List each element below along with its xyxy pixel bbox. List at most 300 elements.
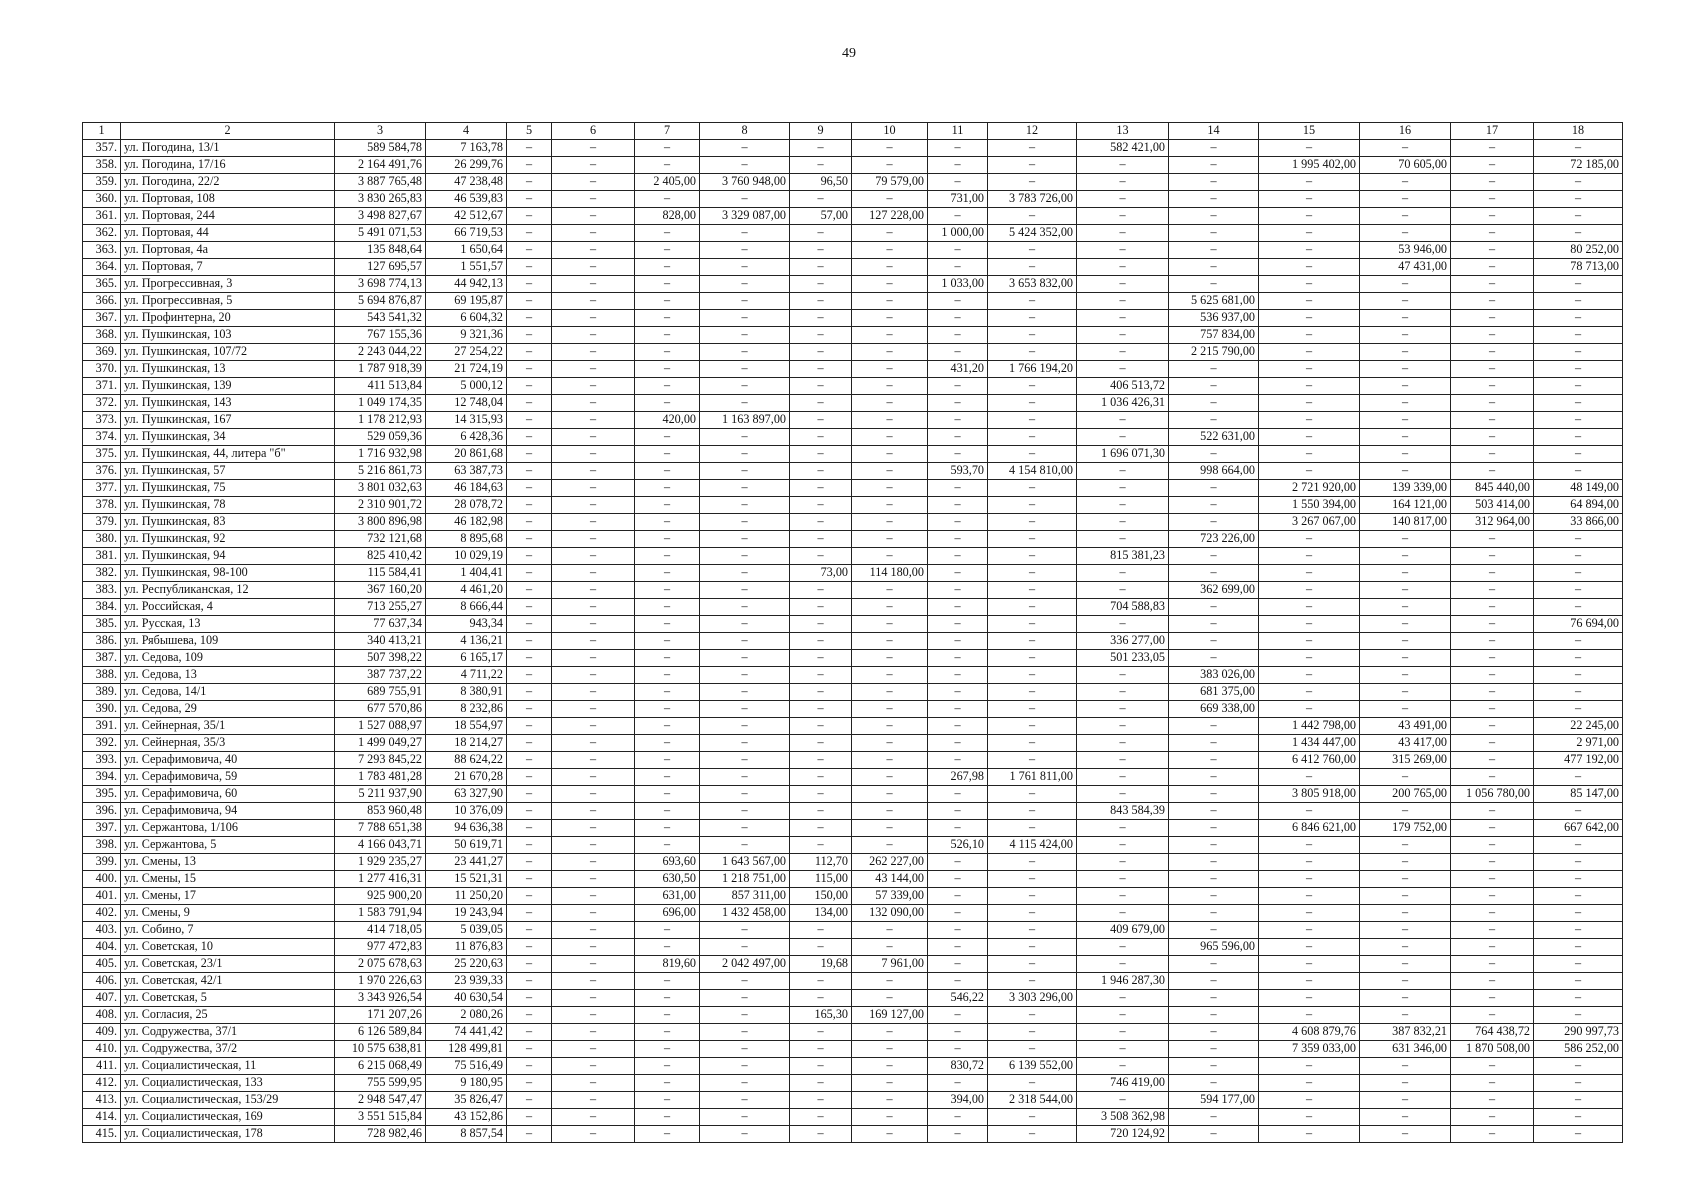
value-cell: – (988, 497, 1077, 514)
value-cell: – (1534, 1126, 1623, 1143)
column-header: 17 (1451, 123, 1534, 140)
value-cell: – (1077, 735, 1169, 752)
column-header: 12 (988, 123, 1077, 140)
value-cell: – (1451, 174, 1534, 191)
value-cell: – (928, 1024, 988, 1041)
value-cell: – (1169, 395, 1259, 412)
value-cell: – (700, 735, 790, 752)
value-cell: – (507, 701, 552, 718)
value-cell: – (635, 684, 700, 701)
value-cell: – (988, 344, 1077, 361)
value-cell: – (552, 259, 635, 276)
address-cell: ул. Пушкинская, 13 (121, 361, 335, 378)
value-cell: – (1259, 973, 1360, 990)
value-cell: – (635, 310, 700, 327)
value-cell: 115,00 (790, 871, 852, 888)
value-cell: 23 441,27 (426, 854, 507, 871)
value-cell: – (852, 412, 928, 429)
value-cell: 1 499 049,27 (335, 735, 426, 752)
value-cell: – (1451, 412, 1534, 429)
value-cell: – (552, 514, 635, 531)
value-cell: – (552, 803, 635, 820)
value-cell: – (852, 548, 928, 565)
value-cell: – (790, 412, 852, 429)
value-cell: – (700, 242, 790, 259)
row-number-cell: 398. (83, 837, 121, 854)
value-cell: 1 434 447,00 (1259, 735, 1360, 752)
value-cell: – (552, 208, 635, 225)
table-row (83, 531, 1623, 548)
value-cell: – (790, 1126, 852, 1143)
value-cell: 6 846 621,00 (1259, 820, 1360, 837)
row-number-cell: 395. (83, 786, 121, 803)
value-cell: 70 605,00 (1360, 157, 1451, 174)
address-cell: ул. Седова, 109 (121, 650, 335, 667)
value-cell: – (700, 463, 790, 480)
value-cell: – (1259, 548, 1360, 565)
address-cell: ул. Социалистическая, 11 (121, 1058, 335, 1075)
value-cell: 22 245,00 (1534, 718, 1623, 735)
value-cell: – (1259, 616, 1360, 633)
value-cell: – (790, 735, 852, 752)
row-number-cell: 361. (83, 208, 121, 225)
value-cell: 43 417,00 (1360, 735, 1451, 752)
value-cell: 501 233,05 (1077, 650, 1169, 667)
value-cell: 63 387,73 (426, 463, 507, 480)
value-cell: – (700, 718, 790, 735)
value-cell: 677 570,86 (335, 701, 426, 718)
value-cell: – (552, 820, 635, 837)
value-cell: – (1259, 599, 1360, 616)
value-cell: – (635, 1126, 700, 1143)
value-cell: – (1451, 888, 1534, 905)
value-cell: – (1451, 803, 1534, 820)
value-cell: – (1451, 582, 1534, 599)
value-cell: – (700, 990, 790, 1007)
value-cell: 179 752,00 (1360, 820, 1451, 837)
table-row (83, 208, 1623, 225)
value-cell: – (1451, 956, 1534, 973)
value-cell: – (552, 225, 635, 242)
value-cell: 33 866,00 (1534, 514, 1623, 531)
value-cell: 5 424 352,00 (988, 225, 1077, 242)
value-cell: – (700, 276, 790, 293)
value-cell: – (552, 650, 635, 667)
row-number-cell: 407. (83, 990, 121, 1007)
value-cell: – (507, 344, 552, 361)
value-cell: 4 461,20 (426, 582, 507, 599)
value-cell: – (1534, 633, 1623, 650)
row-number-cell: 363. (83, 242, 121, 259)
value-cell: – (988, 412, 1077, 429)
value-cell: – (1534, 310, 1623, 327)
value-cell: – (507, 650, 552, 667)
value-cell: – (1534, 344, 1623, 361)
value-cell: – (928, 701, 988, 718)
value-cell: – (1169, 973, 1259, 990)
address-cell: ул. Прогрессивная, 3 (121, 276, 335, 293)
value-cell: 6 604,32 (426, 310, 507, 327)
value-cell: – (928, 531, 988, 548)
row-number-cell: 387. (83, 650, 121, 667)
value-cell: 1 033,00 (928, 276, 988, 293)
value-cell: – (852, 599, 928, 616)
value-cell: – (988, 565, 1077, 582)
value-cell: – (700, 361, 790, 378)
value-cell: – (1259, 242, 1360, 259)
value-cell: – (988, 701, 1077, 718)
address-cell: ул. Социалистическая, 178 (121, 1126, 335, 1143)
row-number-cell: 397. (83, 820, 121, 837)
value-cell: – (507, 191, 552, 208)
value-cell: – (552, 1092, 635, 1109)
row-number-cell: 386. (83, 633, 121, 650)
value-cell: 477 192,00 (1534, 752, 1623, 769)
address-cell: ул. Сейнерная, 35/1 (121, 718, 335, 735)
value-cell: – (1259, 701, 1360, 718)
value-cell: – (552, 242, 635, 259)
value-cell: – (1451, 208, 1534, 225)
value-cell: 26 299,76 (426, 157, 507, 174)
table-row (83, 837, 1623, 854)
value-cell: – (928, 1041, 988, 1058)
value-cell: 112,70 (790, 854, 852, 871)
value-cell: – (1169, 565, 1259, 582)
table-row (83, 735, 1623, 752)
value-cell: – (552, 1041, 635, 1058)
value-cell: 943,34 (426, 616, 507, 633)
value-cell: 14 315,93 (426, 412, 507, 429)
column-header: 10 (852, 123, 928, 140)
value-cell: – (1451, 667, 1534, 684)
value-cell: – (1360, 565, 1451, 582)
value-cell: – (1259, 310, 1360, 327)
value-cell: – (1360, 412, 1451, 429)
value-cell: – (1259, 225, 1360, 242)
value-cell: 667 642,00 (1534, 820, 1623, 837)
address-cell: ул. Пушкинская, 143 (121, 395, 335, 412)
table-row (83, 718, 1623, 735)
value-cell: – (1259, 871, 1360, 888)
value-cell: – (635, 1058, 700, 1075)
value-cell: 819,60 (635, 956, 700, 973)
value-cell: – (507, 616, 552, 633)
value-cell: 8 895,68 (426, 531, 507, 548)
address-cell: ул. Содружества, 37/1 (121, 1024, 335, 1041)
column-header: 18 (1534, 123, 1623, 140)
value-cell: 3 698 774,13 (335, 276, 426, 293)
value-cell: – (1451, 837, 1534, 854)
value-cell: – (1360, 225, 1451, 242)
value-cell: – (1169, 1058, 1259, 1075)
value-cell: 2 405,00 (635, 174, 700, 191)
value-cell: – (507, 1109, 552, 1126)
row-number-cell: 414. (83, 1109, 121, 1126)
value-cell: – (928, 718, 988, 735)
table-row (83, 939, 1623, 956)
value-cell: – (928, 1075, 988, 1092)
value-cell: – (552, 327, 635, 344)
value-cell: – (1534, 803, 1623, 820)
value-cell: – (852, 1075, 928, 1092)
table-row (83, 1109, 1623, 1126)
value-cell: 1 716 932,98 (335, 446, 426, 463)
row-number-cell: 400. (83, 871, 121, 888)
value-cell: – (988, 820, 1077, 837)
value-cell: – (1360, 990, 1451, 1007)
value-cell: 164 121,00 (1360, 497, 1451, 514)
value-cell: 23 939,33 (426, 973, 507, 990)
value-cell: 5 211 937,90 (335, 786, 426, 803)
table-row (83, 480, 1623, 497)
value-cell: – (635, 259, 700, 276)
value-cell: – (507, 684, 552, 701)
value-cell: 857 311,00 (700, 888, 790, 905)
value-cell: – (507, 735, 552, 752)
value-cell: – (928, 854, 988, 871)
value-cell: – (635, 548, 700, 565)
value-cell: – (928, 1007, 988, 1024)
value-cell: – (790, 803, 852, 820)
value-cell: – (1360, 1109, 1451, 1126)
value-cell: – (852, 786, 928, 803)
value-cell: – (507, 718, 552, 735)
value-cell: 21 670,28 (426, 769, 507, 786)
value-cell: 9 180,95 (426, 1075, 507, 1092)
value-cell: – (1077, 174, 1169, 191)
table-row (83, 820, 1623, 837)
value-cell: – (1169, 259, 1259, 276)
value-cell: – (507, 208, 552, 225)
value-cell: 689 755,91 (335, 684, 426, 701)
value-cell: – (1360, 140, 1451, 157)
value-cell: 48 149,00 (1534, 480, 1623, 497)
value-cell: – (790, 276, 852, 293)
value-cell: – (790, 939, 852, 956)
value-cell: – (1534, 990, 1623, 1007)
value-cell: – (1259, 1075, 1360, 1092)
value-cell: – (928, 922, 988, 939)
value-cell: 420,00 (635, 412, 700, 429)
value-cell: 1 550 394,00 (1259, 497, 1360, 514)
value-cell: – (1169, 1109, 1259, 1126)
value-cell: – (790, 344, 852, 361)
column-header: 16 (1360, 123, 1451, 140)
value-cell: – (1077, 412, 1169, 429)
value-cell: – (988, 633, 1077, 650)
value-cell: 53 946,00 (1360, 242, 1451, 259)
value-cell: – (790, 990, 852, 1007)
value-cell: – (507, 327, 552, 344)
address-cell: ул. Советская, 23/1 (121, 956, 335, 973)
value-cell: 315 269,00 (1360, 752, 1451, 769)
row-number-cell: 405. (83, 956, 121, 973)
value-cell: – (1451, 463, 1534, 480)
address-cell: ул. Прогрессивная, 5 (121, 293, 335, 310)
table-row (83, 633, 1623, 650)
value-cell: – (852, 463, 928, 480)
value-cell: – (1360, 701, 1451, 718)
value-cell: 6 428,36 (426, 429, 507, 446)
value-cell: – (552, 361, 635, 378)
value-cell: 383 026,00 (1169, 667, 1259, 684)
value-cell: 46 182,98 (426, 514, 507, 531)
value-cell: 11 250,20 (426, 888, 507, 905)
value-cell: – (928, 429, 988, 446)
value-cell: – (552, 378, 635, 395)
value-cell: – (928, 157, 988, 174)
value-cell: – (700, 803, 790, 820)
table-row (83, 276, 1623, 293)
address-cell: ул. Погодина, 17/16 (121, 157, 335, 174)
table-row (83, 1092, 1623, 1109)
value-cell: – (1360, 922, 1451, 939)
value-cell: – (507, 1007, 552, 1024)
value-cell: 3 653 832,00 (988, 276, 1077, 293)
value-cell: – (552, 344, 635, 361)
value-cell: – (928, 378, 988, 395)
row-number-cell: 412. (83, 1075, 121, 1092)
value-cell: – (790, 395, 852, 412)
value-cell: 7 293 845,22 (335, 752, 426, 769)
value-cell: – (928, 412, 988, 429)
value-cell: – (988, 956, 1077, 973)
value-cell: – (635, 752, 700, 769)
table-row (83, 582, 1623, 599)
value-cell: – (1259, 633, 1360, 650)
value-cell: – (1169, 922, 1259, 939)
row-number-cell: 378. (83, 497, 121, 514)
value-cell: – (635, 735, 700, 752)
value-cell: – (700, 684, 790, 701)
value-cell: – (1451, 599, 1534, 616)
value-cell: – (1360, 684, 1451, 701)
value-cell: – (552, 1024, 635, 1041)
value-cell: – (552, 395, 635, 412)
table-row (83, 429, 1623, 446)
table-header-row (83, 123, 1623, 140)
value-cell: 406 513,72 (1077, 378, 1169, 395)
value-cell: 3 783 726,00 (988, 191, 1077, 208)
row-number-cell: 360. (83, 191, 121, 208)
address-cell: ул. Пушкинская, 83 (121, 514, 335, 531)
value-cell: – (852, 293, 928, 310)
value-cell: – (852, 735, 928, 752)
value-cell: 134,00 (790, 905, 852, 922)
value-cell: – (852, 1024, 928, 1041)
value-cell: – (1534, 140, 1623, 157)
value-cell: – (928, 565, 988, 582)
row-number-cell: 382. (83, 565, 121, 582)
value-cell: – (1259, 565, 1360, 582)
value-cell: – (790, 310, 852, 327)
column-header: 9 (790, 123, 852, 140)
value-cell: – (790, 140, 852, 157)
table-row (83, 497, 1623, 514)
value-cell: – (1169, 276, 1259, 293)
value-cell: – (988, 973, 1077, 990)
value-cell: – (988, 259, 1077, 276)
address-cell: ул. Смены, 13 (121, 854, 335, 871)
table-row (83, 310, 1623, 327)
value-cell: – (790, 1092, 852, 1109)
table-row (83, 225, 1623, 242)
value-cell: – (988, 174, 1077, 191)
value-cell: – (700, 565, 790, 582)
value-cell: – (1534, 599, 1623, 616)
value-cell: – (700, 225, 790, 242)
value-cell: – (852, 514, 928, 531)
value-cell: – (552, 888, 635, 905)
value-cell: – (1077, 361, 1169, 378)
row-number-cell: 406. (83, 973, 121, 990)
value-cell: 8 857,54 (426, 1126, 507, 1143)
value-cell: – (552, 174, 635, 191)
value-cell: – (635, 973, 700, 990)
value-cell: – (988, 1126, 1077, 1143)
value-cell: – (988, 378, 1077, 395)
value-cell: – (1077, 752, 1169, 769)
table-row (83, 701, 1623, 718)
value-cell: – (507, 599, 552, 616)
value-cell: – (852, 242, 928, 259)
value-cell: – (552, 616, 635, 633)
value-cell: – (790, 191, 852, 208)
value-cell: – (700, 1092, 790, 1109)
value-cell: – (552, 276, 635, 293)
value-cell: – (1077, 786, 1169, 803)
value-cell: – (552, 667, 635, 684)
value-cell: – (700, 378, 790, 395)
value-cell: – (507, 786, 552, 803)
address-cell: ул. Серафимовича, 59 (121, 769, 335, 786)
address-cell: ул. Пушкинская, 75 (121, 480, 335, 497)
value-cell: – (1534, 956, 1623, 973)
value-cell: – (552, 310, 635, 327)
value-cell: 704 588,83 (1077, 599, 1169, 616)
value-cell: – (790, 361, 852, 378)
value-cell: – (1451, 565, 1534, 582)
value-cell: – (1451, 939, 1534, 956)
value-cell: 3 801 032,63 (335, 480, 426, 497)
value-cell: – (1077, 480, 1169, 497)
value-cell: – (1077, 956, 1169, 973)
value-cell: 7 961,00 (852, 956, 928, 973)
value-cell: 1 163 897,00 (700, 412, 790, 429)
value-cell: – (852, 718, 928, 735)
value-cell: 1 218 751,00 (700, 871, 790, 888)
value-cell: – (635, 599, 700, 616)
value-cell: 35 826,47 (426, 1092, 507, 1109)
value-cell: 57 339,00 (852, 888, 928, 905)
value-cell: – (790, 650, 852, 667)
value-cell: – (1169, 1007, 1259, 1024)
table-row (83, 990, 1623, 1007)
value-cell: – (700, 1075, 790, 1092)
value-cell: – (1259, 1092, 1360, 1109)
value-cell: – (635, 820, 700, 837)
value-cell: – (1360, 310, 1451, 327)
value-cell: 115 584,41 (335, 565, 426, 582)
value-cell: – (1534, 905, 1623, 922)
value-cell: – (507, 276, 552, 293)
value-cell: – (1169, 905, 1259, 922)
value-cell: – (552, 548, 635, 565)
value-cell: 2 971,00 (1534, 735, 1623, 752)
value-cell: – (790, 378, 852, 395)
value-cell: – (988, 327, 1077, 344)
value-cell: – (1259, 990, 1360, 1007)
